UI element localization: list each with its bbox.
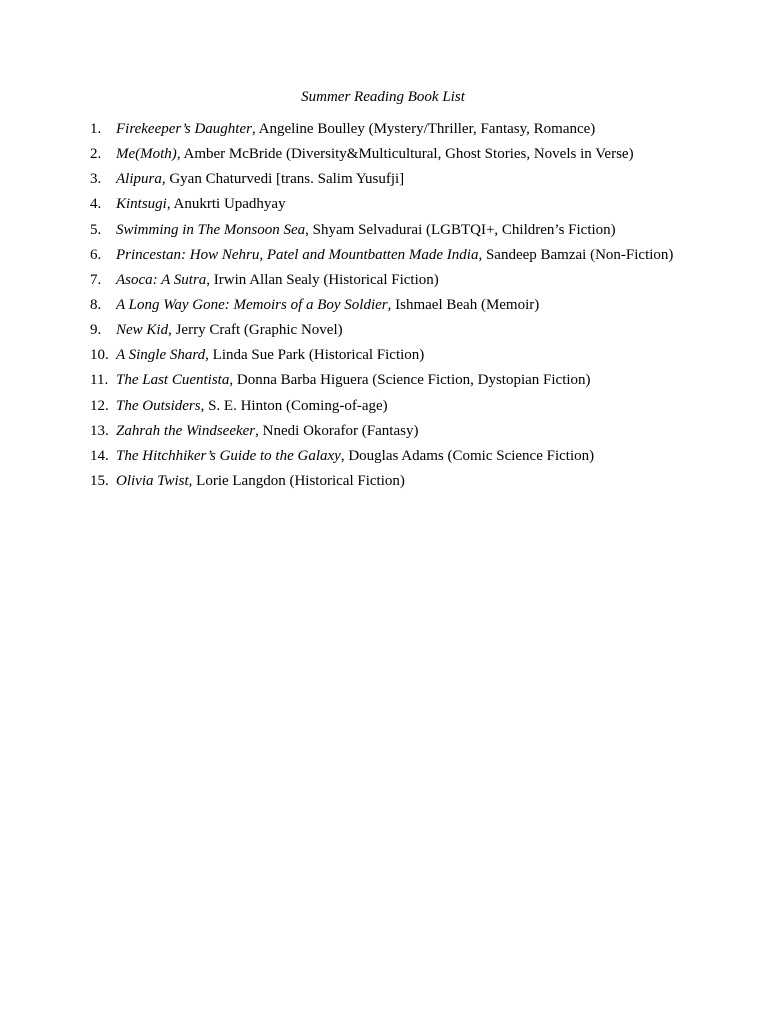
list-item-number: 6.	[90, 246, 102, 263]
list-item-number: 5.	[90, 221, 102, 238]
list-item-text	[116, 422, 418, 447]
book-title: Firekeeper’s Daughter	[116, 121, 252, 137]
book-author-genre: , Ishmael Beah (Memoir)	[387, 296, 540, 313]
list-item-number: 4.	[90, 196, 102, 213]
book-title: Me(Moth)	[116, 146, 177, 163]
list-item-text	[116, 271, 439, 296]
list-item-number: 10.	[90, 347, 109, 364]
book-title: Swimming in The Monsoon Sea	[116, 221, 306, 238]
list-item-text	[116, 346, 424, 371]
book-title: A Long Way Gone: Memoirs of a Boy Soldier	[116, 296, 388, 313]
list-item-number: 13.	[90, 422, 109, 439]
list-item-number: 1.	[90, 121, 102, 137]
book-author-genre: , Irwin Allan Sealy (Historical Fiction)	[206, 271, 439, 288]
list-item	[90, 120, 750, 145]
book-author-genre: , Gyan Chaturvedi [trans. Salim Yusufji]	[161, 171, 405, 188]
list-item-text	[116, 221, 616, 246]
list-item	[90, 246, 750, 271]
book-author-genre: , Anukrti Upadhyay	[166, 196, 286, 213]
book-author-genre: , Douglas Adams (Comic Science Fiction)	[340, 447, 595, 464]
list-item	[90, 271, 750, 296]
list-item	[90, 145, 750, 170]
book-title: The Hitchhiker’s Guide to the Galaxy	[116, 447, 341, 464]
book-author-genre: , S. E. Hinton (Coming-of-age)	[200, 397, 388, 414]
list-item-number: 12.	[90, 397, 109, 414]
list-item	[90, 195, 750, 220]
book-author-genre: , Linda Sue Park (Historical Fiction)	[205, 347, 425, 364]
list-item-text	[116, 170, 404, 195]
list-item-text	[116, 145, 634, 170]
book-author-genre: , Amber McBride (Diversity&Multicultural, Ghost Stories, Novels in Verse)	[176, 146, 634, 163]
book-author-genre: , Nnedi Okorafor (Fantasy)	[255, 422, 419, 439]
list-item-text	[116, 447, 594, 472]
list-item	[90, 170, 750, 195]
list-item-number: 15.	[90, 472, 109, 489]
list-item-text	[116, 120, 595, 145]
list-item-number: 14.	[90, 447, 109, 464]
list-item	[90, 472, 750, 497]
list-item	[90, 296, 750, 321]
book-author-genre: , Sandeep Bamzai (Non-Fiction)	[478, 246, 674, 263]
book-author-genre: , Donna Barba Higuera (Science Fiction, Dystopian Fiction)	[229, 372, 591, 389]
list-item-text	[116, 472, 405, 497]
list-item	[90, 447, 750, 472]
list-item	[90, 422, 750, 447]
list-item	[90, 221, 750, 246]
list-item	[90, 397, 750, 422]
book-title: Alipura	[116, 171, 162, 188]
list-item-number: 8.	[90, 296, 102, 313]
book-author-genre: , Angeline Boulley (Mystery/Thriller, Fantasy, Romance)	[251, 121, 596, 137]
list-item-text	[116, 296, 539, 321]
list-item	[90, 346, 750, 371]
list-item-text	[116, 195, 286, 220]
book-title: Princestan: How Nehru, Patel and Mountbatten Made India	[116, 246, 479, 263]
list-item	[90, 371, 750, 396]
list-item-text	[116, 321, 343, 346]
book-author-genre: , Shyam Selvadurai (LGBTQI+, Children’s Fiction)	[305, 221, 616, 238]
book-title: Zahrah the Windseeker	[116, 422, 256, 439]
book-author-genre: , Jerry Craft (Graphic Novel)	[168, 322, 343, 339]
list-item-number: 11.	[90, 372, 109, 389]
book-author-genre: , Lorie Langdon (Historical Fiction)	[188, 472, 405, 489]
book-list	[90, 120, 750, 497]
book-title: New Kid	[116, 322, 169, 339]
list-item-number: 3.	[90, 171, 102, 188]
book-title: Olivia Twist	[116, 472, 189, 489]
book-title: Asoca: A Sutra	[116, 271, 207, 288]
document-title: Summer Reading Book List	[301, 89, 465, 105]
list-item-number: 2.	[90, 146, 102, 163]
book-title: The Last Cuentista	[116, 372, 230, 389]
list-item-number: 7.	[90, 271, 102, 288]
book-title: The Outsiders	[116, 397, 201, 414]
list-item-text	[116, 246, 673, 271]
list-item-number: 9.	[90, 322, 102, 339]
book-title: Kintsugi	[116, 196, 167, 213]
list-item-text	[116, 397, 388, 422]
list-item	[90, 321, 750, 346]
book-title: A Single Shard	[116, 347, 206, 364]
list-item-text	[116, 371, 591, 396]
